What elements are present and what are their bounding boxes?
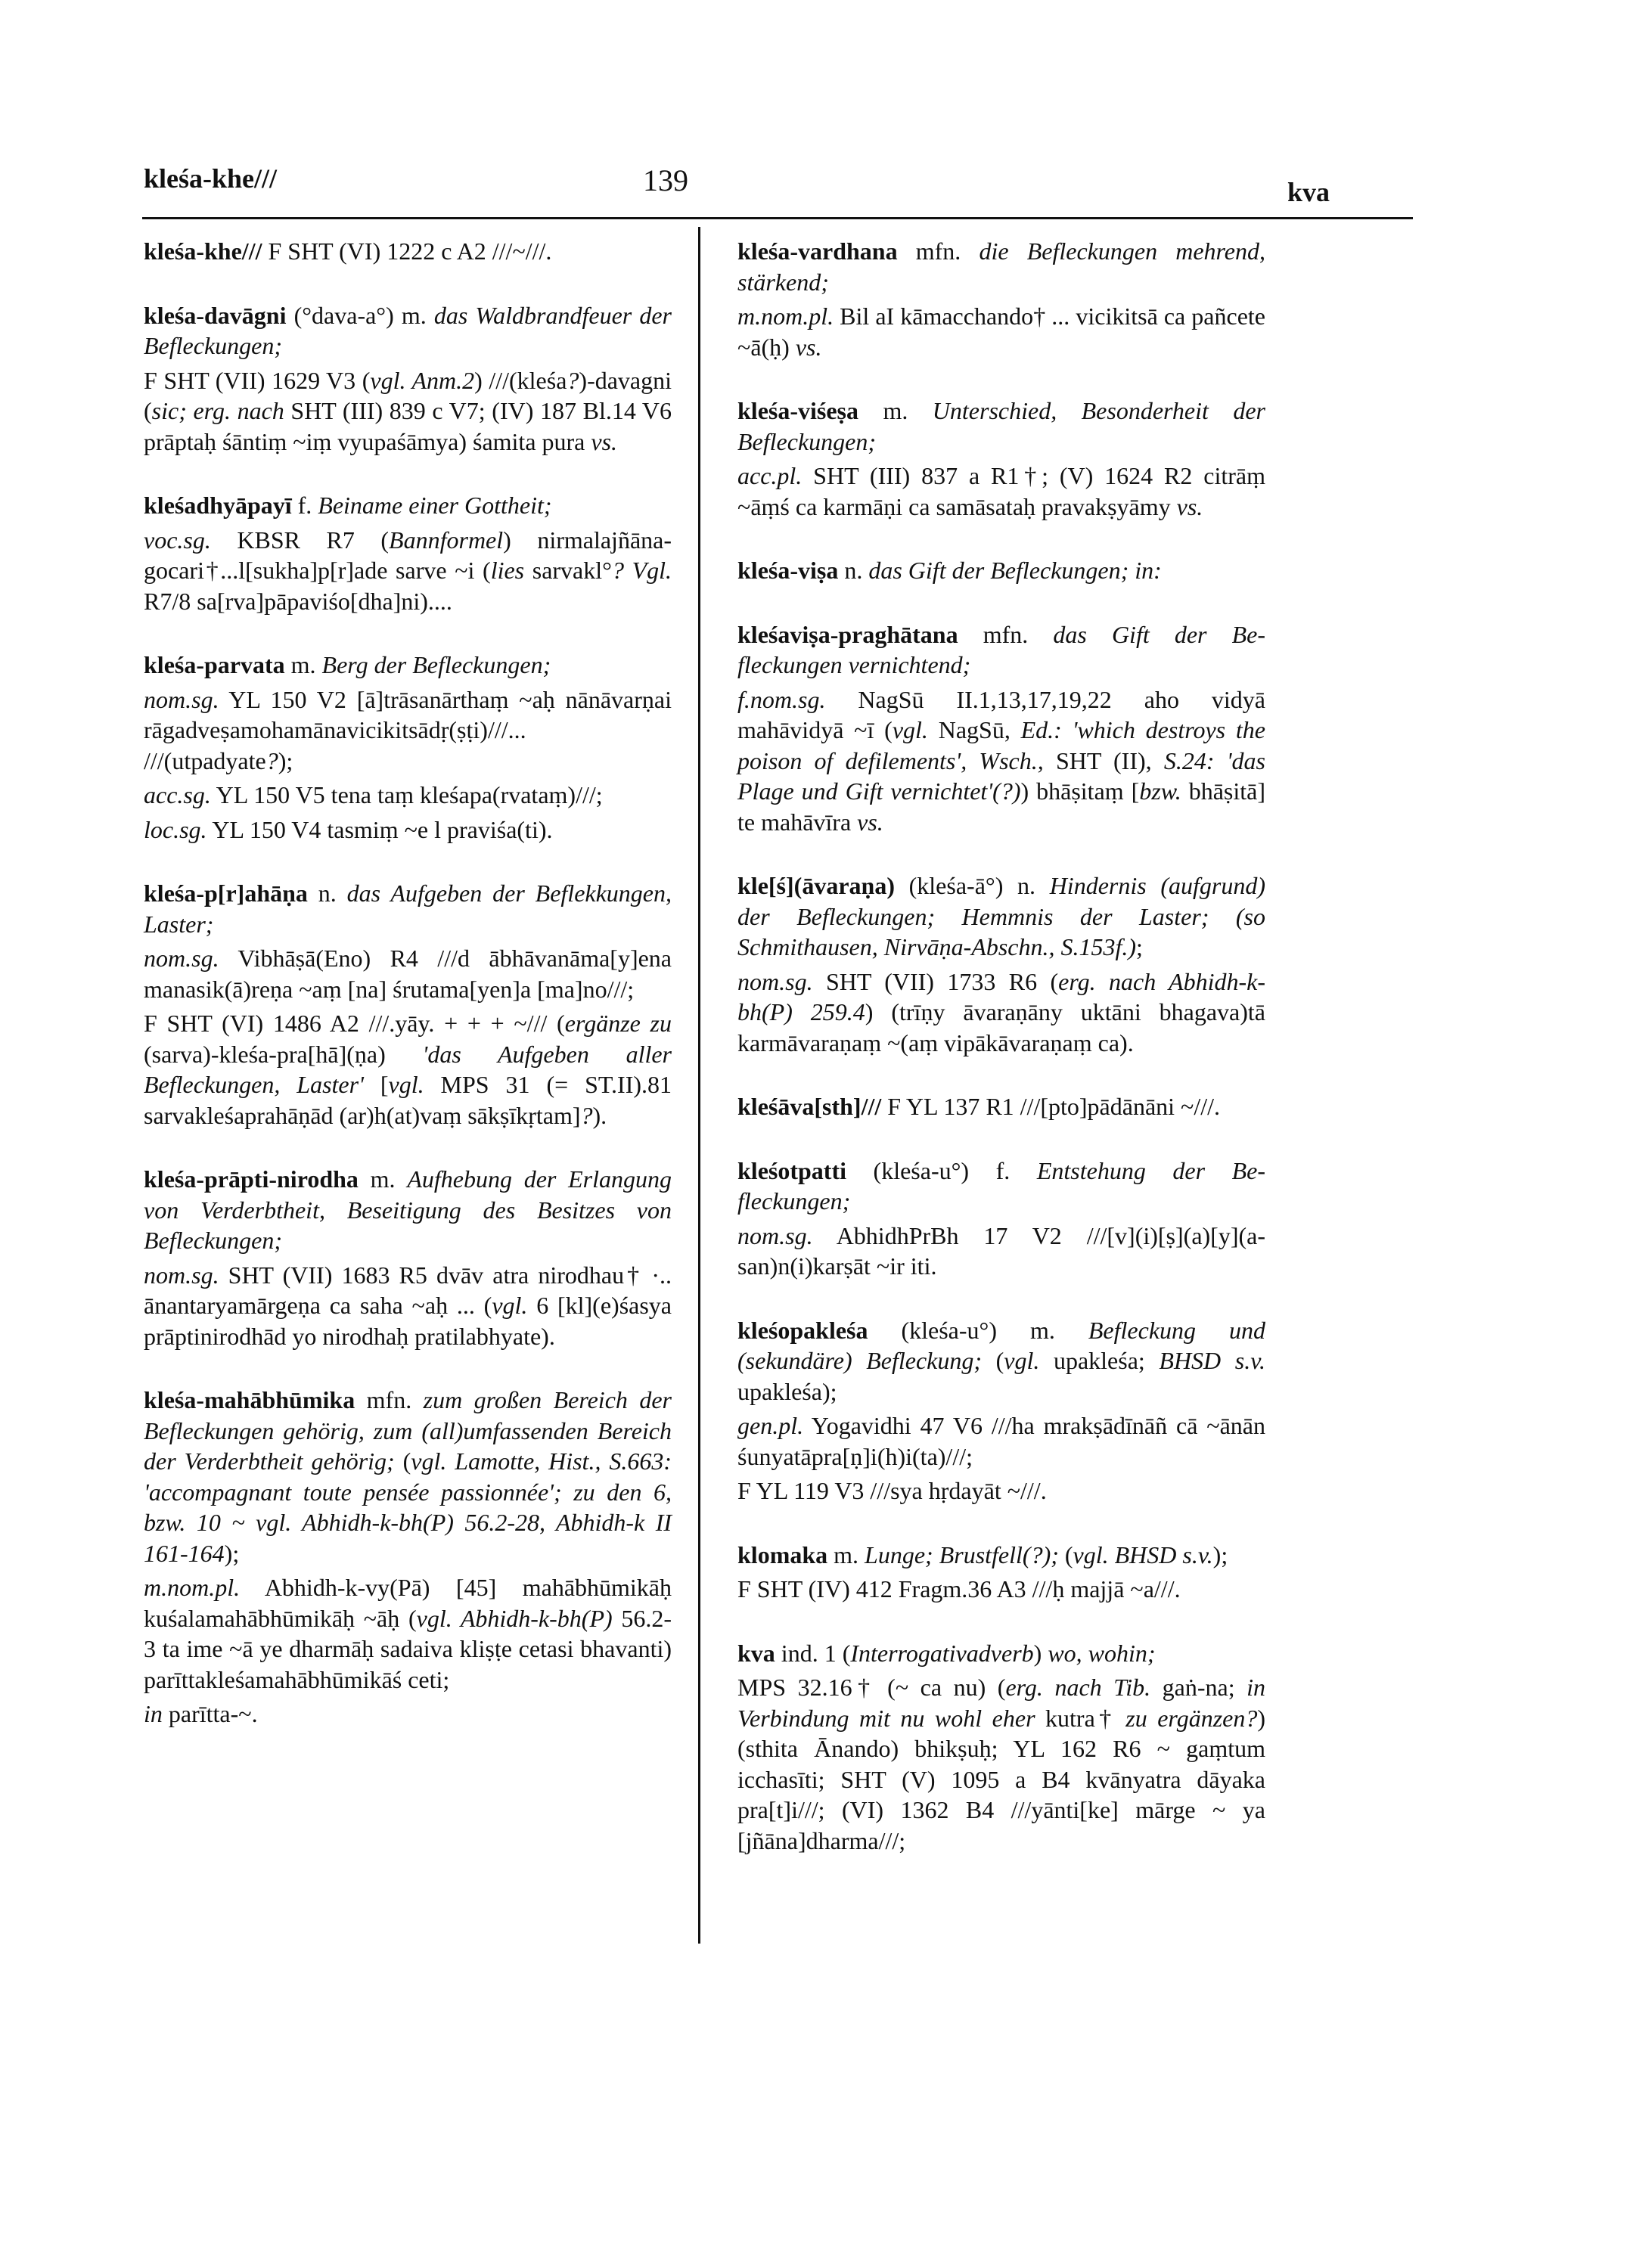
italic-text: Befleckung und (sekundäre) Befleckung; <box>737 1316 1266 1374</box>
text-segment: YL 150 V4 tasmiṃ ~e l praviśa(ti). <box>206 815 553 843</box>
text-segment: ) ///(kleśa <box>474 366 567 394</box>
entry-definition <box>144 878 672 939</box>
entry-citation <box>144 365 672 458</box>
headword: kle[ś](āvaraṇa) <box>737 872 895 899</box>
italic-text: acc.pl. <box>737 462 803 489</box>
left-column <box>144 236 672 1763</box>
entry-definition <box>144 1385 672 1568</box>
italic-text: nom.sg. <box>737 1221 813 1249</box>
text-segment: Abhidh-k-vy(Pā) [45] mahābhūmikāḥ kuśalamahābhūmikāḥ ~āḥ ( <box>144 1574 672 1632</box>
italic-text: voc.sg. <box>144 526 211 554</box>
dictionary-entry-klomaka <box>737 1540 1265 1605</box>
text-segment: n. <box>838 557 869 584</box>
entry-definition <box>737 1091 1265 1122</box>
entry-citation <box>737 966 1265 1059</box>
text-segment: YL 150 V2 [ā]trāsanārthaṃ ~aḥ nānāvarṇai rāgadveṣamohamānavicikitsādṛ(ṣṭi)///... ///(utpadyate <box>144 685 672 774</box>
italic-text: vgl. <box>388 1071 424 1098</box>
entry-citation <box>737 1574 1265 1605</box>
text-segment: mfn. <box>897 237 979 265</box>
text-segment: ) nirmalajñānagocari†...l[sukha]p[r]ade sarve ~i ( <box>144 526 672 584</box>
italic-text: m.nom.pl. <box>737 303 834 330</box>
headword: kleśāva[sth]/// <box>737 1093 882 1120</box>
entry-citation <box>144 814 672 845</box>
text-segment: ( <box>1058 1540 1073 1568</box>
entry-citation <box>737 1410 1265 1472</box>
entry-definition <box>737 1156 1265 1217</box>
text-segment: upakleśa; <box>1039 1347 1160 1374</box>
dictionary-entry-klesa-vardhana <box>737 236 1265 362</box>
italic-text: nom.sg. <box>144 685 219 713</box>
text-segment: upakleśa); <box>737 1377 837 1405</box>
italic-text: zu ergänzen? <box>1125 1704 1258 1732</box>
text-segment: ) (sthita Ānando) bhikṣuḥ; YL 162 R6 ~ gaṃtum icchasīti; SHT (V) 1095 a B4 kvānyatra dāyaka pra[t]i///; (VI) 1362 B4 ///yānti[ke] mārge ~ ya [jñāna]dharma///; <box>737 1704 1266 1854</box>
italic-text: das Gift der Befleckungen vernichtend; <box>737 620 1266 678</box>
text-segment: F YL 119 V3 ///sya hṛdayāt ~///. <box>737 1477 1047 1504</box>
entry-citation <box>144 1699 672 1730</box>
text-segment: YL 150 V5 tena taṃ kleśapa(rvataṃ)///; <box>210 781 603 808</box>
entry-citation <box>737 301 1265 362</box>
text-segment: R7/8 sa[rva]pāpaviśo[dha]ni).... <box>144 587 452 615</box>
text-segment: SHT (VII) 1733 R6 ( <box>812 967 1059 995</box>
text-segment: f. <box>291 492 318 519</box>
text-segment: bhāṣitā] te mahāvīra <box>737 777 1266 836</box>
dictionary-entry-klesadhyapayi <box>144 490 672 616</box>
text-segment: NagSū II.1,13,17,19,22 aho vidyā mahāvidyā ~ī ( <box>737 685 1265 743</box>
italic-text: vgl. <box>892 716 928 743</box>
entry-citation <box>144 684 672 777</box>
text-segment: parītta-~. <box>162 1700 258 1727</box>
entry-citation <box>144 525 672 617</box>
text-segment: MPS 31 (= ST.II).81 sarvakleśaprahāṇād (ar)h(at)vaṃ sākṣīkṛtam] <box>144 1071 672 1129</box>
text-segment: SHT (III) 839 c V7; (IV) 187 Bl.14 V6 prāptaḥ śāntiṃ ~iṃ vyupaśāmya) śamita pura <box>144 397 672 455</box>
italic-text: BHSD s.v. <box>1159 1347 1266 1374</box>
italic-text: in Verbindung mit nu wohl eher <box>737 1674 1266 1732</box>
text-segment: SHT (III) 837 a R1†; (V) 1624 R2 citrāṃ ~āṃś ca karmāṇi ca samāsataḥ pravakṣyāmy <box>737 462 1265 520</box>
text-segment: Yogavidhi 47 V6 ///ha mrakṣādīnāñ cā ~ānān śunyatāpra[ṇ]i(h)i(ta)///; <box>737 1412 1265 1470</box>
dictionary-entry-klesavarana <box>737 870 1265 1058</box>
right-column <box>737 236 1265 1889</box>
text-segment: ; <box>1136 933 1143 960</box>
italic-text: das Waldbrandfeuer der Befleckungen; <box>144 301 672 359</box>
entry-definition <box>737 555 1265 586</box>
italic-text: vs. <box>795 333 822 361</box>
dictionary-entry-klesa-visesa <box>737 396 1265 522</box>
text-segment: ); <box>278 746 293 774</box>
text-segment: ) (trīṇy āvaraṇāny uktāni bhagava)tā karmāvaraṇaṃ ~(aṃ vipākāvaraṇaṃ ca). <box>737 998 1266 1056</box>
entry-citation <box>144 1260 672 1352</box>
italic-text: vgl. Lamotte, Hist., S.663: 'accompagnant toute pensée passionnée'; zu den 6, bzw. 10 ~ vgl. Abhidh-k-bh(P) 56.2-28, Abhidh-k II 161-164 <box>144 1447 672 1567</box>
italic-text: Beiname einer Gottheit; <box>318 492 552 519</box>
italic-text: Unterschied, Besonderheit der Befleckungen; <box>737 397 1265 455</box>
dictionary-entry-klesa-parvata <box>144 650 672 845</box>
dictionary-entry-klesa-davagni <box>144 300 672 458</box>
text-segment: n. <box>307 880 347 907</box>
text-segment: ind. 1 ( <box>775 1639 851 1667</box>
text-segment: F SHT (VII) 1629 V3 ( <box>144 366 371 394</box>
headword: kleśa-p[r]ahāṇa <box>144 880 308 907</box>
entry-definition <box>737 1540 1265 1571</box>
text-segment: ) <box>1033 1639 1048 1667</box>
dictionary-entry-kva <box>737 1638 1265 1857</box>
italic-text: in <box>144 1700 163 1727</box>
dictionary-entry-klesotpatti <box>737 1156 1265 1282</box>
italic-text: ? <box>580 1101 593 1129</box>
italic-text: vgl. Abhidh-k-bh(P) <box>416 1604 613 1632</box>
text-segment: gaṅ-na; <box>1150 1674 1247 1701</box>
entry-definition <box>737 1638 1265 1669</box>
entry-definition <box>737 236 1265 297</box>
italic-text: loc.sg. <box>144 815 207 843</box>
page-number: 139 <box>643 163 688 197</box>
headword: kleśotpatti <box>737 1156 846 1184</box>
text-segment: )-davagni ( <box>144 366 672 424</box>
italic-text: vgl. BHSD s.v. <box>1073 1540 1213 1568</box>
running-head-left: kleśa-khe/// <box>144 163 278 194</box>
entry-definition <box>737 619 1265 681</box>
text-segment: [ <box>363 1071 389 1098</box>
entry-citation <box>144 943 672 1004</box>
text-segment: SHT (VII) 1683 R5 dvāv atra nirodhau† ·.. ānantaryamārgeṇa ca saha ~aḥ ... ( <box>144 1261 672 1319</box>
italic-text: vs. <box>591 427 618 455</box>
text-segment: SHT (II), <box>1043 746 1164 774</box>
entry-citation <box>737 684 1265 838</box>
text-segment: mfn. <box>958 620 1054 648</box>
italic-text: die Befleckungen mehrend, stärkend; <box>737 237 1266 296</box>
text-segment: 56.2-3 ta ime ~ā ye dharmāḥ sadaiva kliṣṭe cetasi bhavanti) parīttakleśamahābhūmikāś ceti; <box>144 1604 672 1693</box>
italic-text: ? <box>265 746 278 774</box>
headword: kleśopakleśa <box>737 1316 868 1344</box>
entry-definition <box>144 1164 672 1256</box>
text-segment: F SHT (VI) 1486 A2 ///.yāy. + + + ~/// ( <box>144 1010 565 1037</box>
text-segment: m. <box>827 1540 865 1568</box>
text-segment: (kleśa-ā°) n. <box>894 872 1050 899</box>
text-segment: ( <box>394 1447 411 1475</box>
headword: kleśa-prāpti-nirodha <box>144 1165 359 1193</box>
italic-text: vs. <box>1176 492 1203 520</box>
headword: kva <box>737 1639 775 1667</box>
headword: kleśadhyāpayī <box>144 492 292 519</box>
text-segment: F SHT (VI) 1222 c A2 ///~///. <box>262 237 552 265</box>
italic-text: wo, wohin; <box>1048 1639 1156 1667</box>
text-segment: m. <box>858 397 933 424</box>
running-head-right: kva <box>1287 177 1330 207</box>
headword: kleśa-khe/// <box>144 237 262 265</box>
italic-text: Hindernis (aufgrund) der Befleckungen; Hemmnis der Laster; (so Schmithausen, Nirvāṇa-Abschn., S.153f.) <box>737 872 1266 960</box>
headword: kleśa-vardhana <box>737 237 898 265</box>
italic-text: gen.pl. <box>737 1412 804 1439</box>
italic-text: acc.sg. <box>144 781 211 808</box>
text-segment: AbhidhPrBh 17 V2 ///[v](i)[ṣ](a)[y](asan)n(i)karṣāt ~ir iti. <box>737 1221 1265 1280</box>
text-segment: mfn. <box>355 1386 424 1413</box>
italic-text: f.nom.sg. <box>737 685 826 713</box>
italic-text: sic; erg. nach <box>151 397 284 424</box>
text-segment: MPS 32.16† (~ ca nu) ( <box>737 1674 1006 1701</box>
italic-text: S.24: 'das Plage und Gift vernichtet'(?) <box>737 746 1265 805</box>
entry-definition <box>737 1315 1265 1407</box>
text-segment: kutra† <box>1035 1704 1126 1732</box>
headword: kleśa-davāgni <box>144 301 287 329</box>
italic-text: nom.sg. <box>144 1261 219 1289</box>
italic-text: vgl. Anm.2 <box>370 366 475 394</box>
entry-citation <box>144 1008 672 1131</box>
italic-text: nom.sg. <box>144 945 219 972</box>
headword: kleśa-mahābhūmika <box>144 1386 355 1413</box>
entry-definition <box>737 396 1265 457</box>
text-segment: KBSR R7 ( <box>210 526 390 554</box>
entry-citation <box>144 780 672 811</box>
entry-citation <box>737 1475 1265 1506</box>
entry-definition <box>144 300 672 361</box>
text-segment: NagSū, <box>927 716 1021 743</box>
text-segment: F YL 137 R1 ///[pto]pādānāni ~///. <box>881 1093 1221 1120</box>
text-segment: m. <box>284 651 322 678</box>
text-segment: ). <box>592 1101 607 1129</box>
entry-citation <box>144 1572 672 1695</box>
italic-text: Aufhebung der Erlangung von Verderbtheit, Beseitigung des Besitzes von Befleckungen; <box>144 1165 672 1254</box>
dictionary-entry-klesa-khe <box>144 236 672 267</box>
headword: kleśa-parvata <box>144 651 285 678</box>
text-segment: m. <box>358 1165 408 1193</box>
italic-text: erg. nach Abhidh-k-bh(P) 259.4 <box>737 967 1266 1025</box>
text-segment: ( <box>982 1347 1004 1374</box>
italic-text: vgl. <box>1004 1347 1040 1374</box>
entry-definition <box>737 870 1265 963</box>
italic-text: vs. <box>857 808 883 836</box>
text-segment: Bil aI kāmacchando† ... vicikitsā ca pañcete ~ā(ḥ) <box>737 303 1265 361</box>
dictionary-entry-klesavasth <box>737 1091 1265 1122</box>
headword: kleśaviṣa-praghātana <box>737 620 958 648</box>
italic-text: lies <box>490 557 525 584</box>
italic-text: das Gift der Befleckungen; in: <box>868 557 1162 584</box>
entry-citation <box>737 1221 1265 1282</box>
italic-text: ? <box>567 366 579 394</box>
column-divider <box>698 227 700 1944</box>
italic-text: ? Vgl. <box>611 557 672 584</box>
italic-text: Bannformel <box>389 526 504 554</box>
headword: kleśa-viśeṣa <box>737 397 858 424</box>
italic-text: Entstehung der Befleckungen; <box>737 1156 1266 1215</box>
italic-text: Lunge; Brustfell(?); <box>865 1540 1059 1568</box>
dictionary-entry-klesa-mahabhumika <box>144 1385 672 1730</box>
italic-text: m.nom.pl. <box>144 1574 241 1601</box>
dictionary-entry-klesa-visa <box>737 555 1265 586</box>
text-segment: ); <box>224 1539 240 1567</box>
text-segment: (kleśa-u°) m. <box>868 1316 1088 1344</box>
page-header <box>0 163 1633 216</box>
text-segment: (°dava-a°) m. <box>286 301 434 329</box>
italic-text: zum großen Bereich der Befleckungen gehörig, zum (all)umfassenden Bereich der Verderbtheit gehörig; <box>144 1386 672 1475</box>
entry-citation <box>737 1672 1265 1856</box>
text-segment: Vibhāṣā(Eno) R4 ///d ābhāvanāma[y]ena manasik(ā)reṇa ~aṃ [na] śrutama[yen]a [ma]no///; <box>144 945 672 1003</box>
italic-text: nom.sg. <box>737 967 813 995</box>
dictionary-entry-klesopaklesa <box>737 1315 1265 1506</box>
text-segment: F SHT (IV) 412 Fragm.36 A3 ///ḥ majjā ~a///. <box>737 1575 1181 1602</box>
text-segment: (sarva)-kleśa-pra[hā](ṇa) <box>144 1040 423 1068</box>
entry-definition <box>144 490 672 521</box>
entry-citation <box>737 461 1265 522</box>
headword: klomaka <box>737 1540 828 1568</box>
italic-text: vgl. <box>492 1292 528 1319</box>
italic-text: das Aufgeben der Beflekkungen, Laster; <box>144 880 672 938</box>
italic-text: bzw. <box>1139 777 1181 805</box>
text-segment: sarvakl° <box>524 557 612 584</box>
italic-text: Berg der Befleckungen; <box>321 651 551 678</box>
text-segment: ) bhāṣitaṃ [ <box>1020 777 1140 805</box>
italic-text: 'das Aufgeben aller Befleckungen, Laster' <box>144 1040 672 1098</box>
text-segment: ); <box>1212 1540 1228 1568</box>
dictionary-entry-klesavisa-praghatana <box>737 619 1265 838</box>
dictionary-entry-klesa-prahana <box>144 878 672 1131</box>
italic-text: Ed.: 'which destroys the poison of defilements', Wsch., <box>737 716 1266 774</box>
text-segment: (kleśa-u°) f. <box>846 1156 1037 1184</box>
header-rule <box>142 217 1413 219</box>
headword: kleśa-viṣa <box>737 557 839 584</box>
entry-definition <box>144 650 672 681</box>
italic-text: Interrogativadverb <box>850 1639 1034 1667</box>
text-segment: 6 [kl](e)śasya prāptinirodhād yo nirodhaḥ pratilabhyate). <box>144 1292 672 1350</box>
italic-text: ergänze zu <box>564 1010 672 1037</box>
dictionary-entry-klesa-prapti-nirodha <box>144 1164 672 1351</box>
entry-definition <box>144 236 672 267</box>
italic-text: erg. nach Tib. <box>1005 1674 1151 1701</box>
